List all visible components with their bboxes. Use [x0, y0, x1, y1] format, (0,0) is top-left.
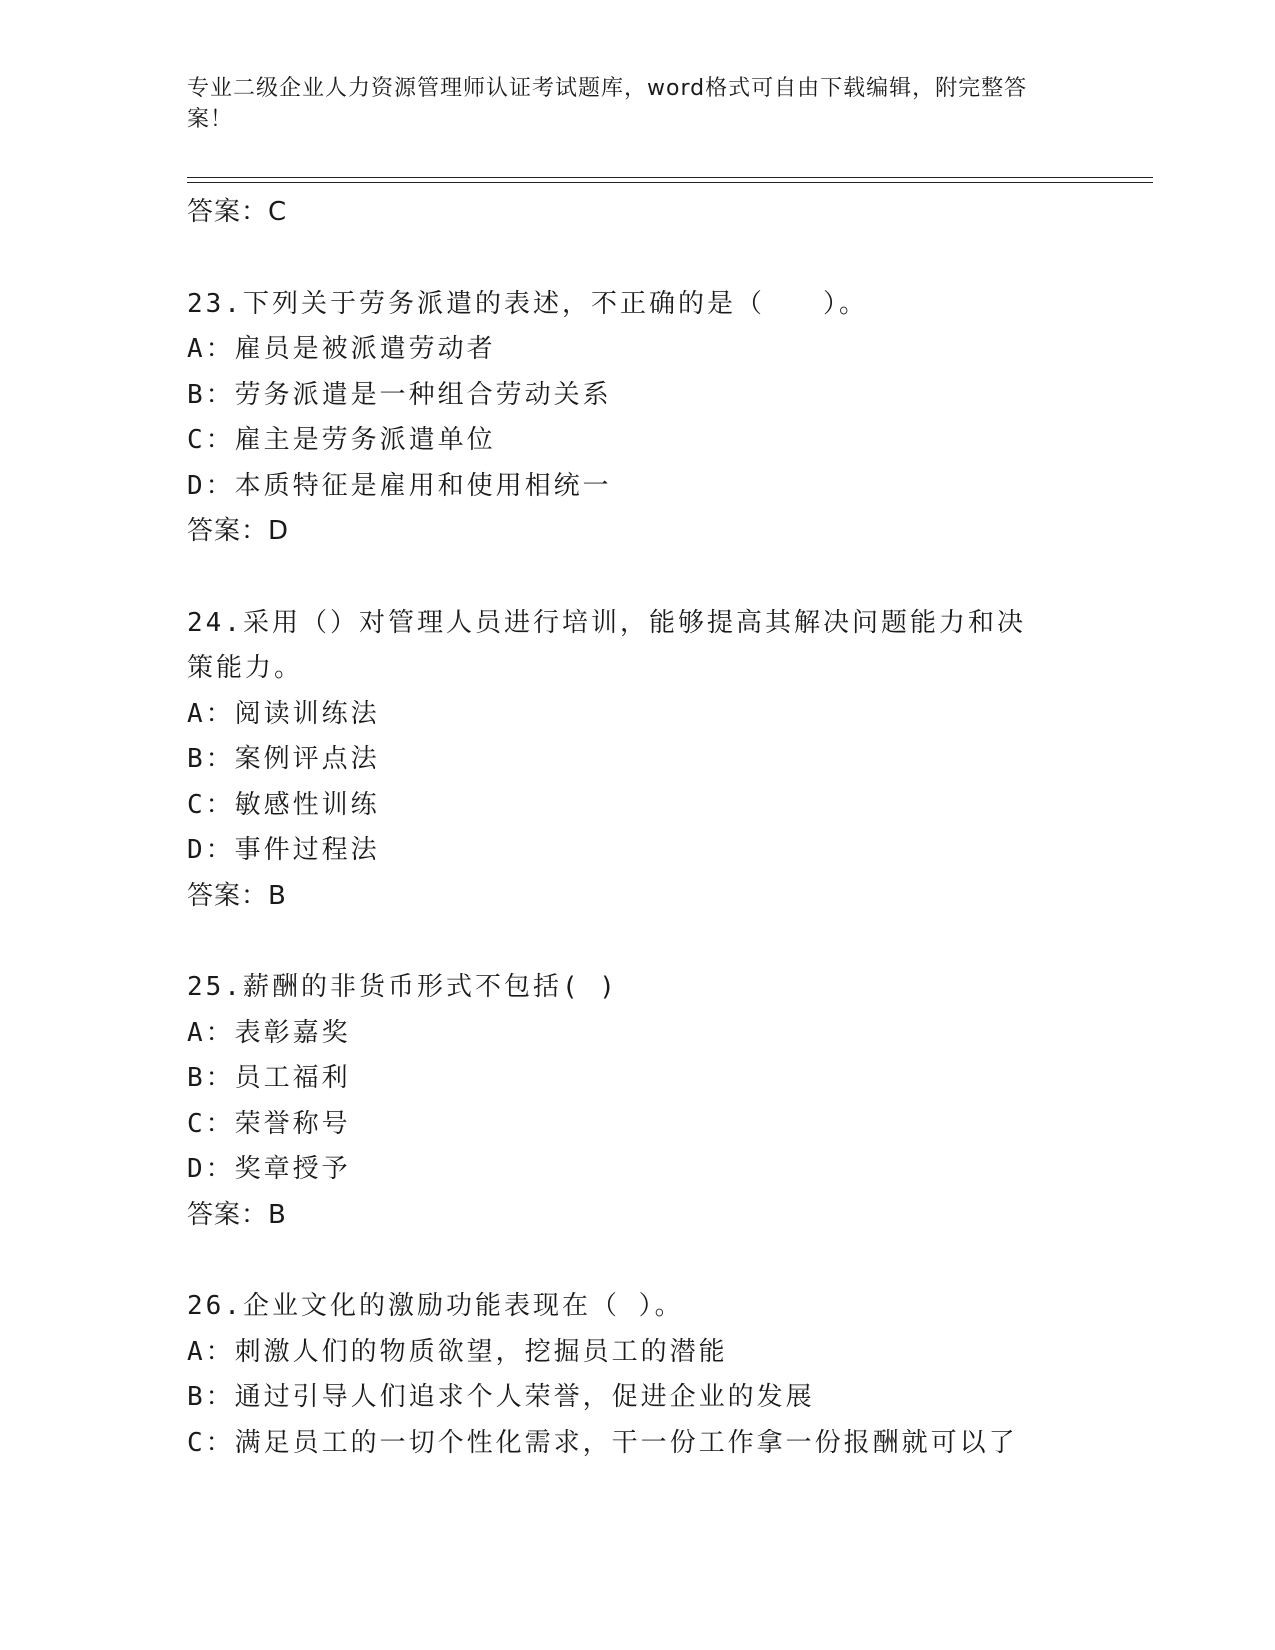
answer-line: 答案：B	[187, 1199, 287, 1230]
answer-line: 答案：C	[187, 197, 288, 227]
answer-line: 答案：D	[187, 516, 290, 546]
option-b: B：劳务派遣是一种组合劳动关系	[187, 379, 612, 410]
question-block	[187, 965, 1087, 1238]
header-rule-top	[187, 177, 1153, 178]
option-d: D：事件过程法	[187, 835, 380, 865]
option-d: D：奖章授予	[187, 1154, 351, 1184]
question-block	[187, 282, 1087, 555]
question-stem: 24.采用（）对管理人员进行培训，能够提高其解决问题能力和决策能力。	[187, 607, 1026, 683]
question-block	[187, 601, 1087, 920]
question-stem: 25.薪酬的非货币形式不包括( )	[187, 972, 618, 1002]
option-a: A：阅读训练法	[187, 698, 380, 729]
option-c: C：雇主是劳务派遣单位	[187, 425, 496, 455]
option-a: A：刺激人们的物质欲望，挖掘员工的潜能	[187, 1336, 728, 1367]
option-c: C：敏感性训练	[187, 789, 380, 820]
header-rule-bottom	[187, 182, 1153, 183]
option-b: B：员工福利	[187, 1063, 351, 1093]
option-b: B：通过引导人们追求个人荣誉，促进企业的发展	[187, 1382, 815, 1412]
question-list	[187, 190, 1087, 1466]
option-d: D：本质特征是雇用和使用相统一	[187, 470, 612, 501]
question-block	[187, 1284, 1087, 1466]
option-c: C：荣誉称号	[187, 1108, 351, 1139]
option-a: A：雇员是被派遣劳动者	[187, 334, 496, 364]
question-stem: 23.下列关于劳务派遣的表述，不正确的是（ ）。	[187, 288, 868, 319]
option-a: A：表彰嘉奖	[187, 1017, 351, 1048]
option-c: C：满足员工的一切个性化需求，干一份工作拿一份报酬就可以了	[187, 1427, 1018, 1458]
question-stem: 26.企业文化的激励功能表现在（ ）。	[187, 1291, 684, 1321]
option-b: B：案例评点法	[187, 744, 380, 774]
document-header: 专业二级企业人力资源管理师认证考试题库，word格式可自由下载编辑，附完整答案！	[187, 76, 1028, 132]
answer-line: 答案：B	[187, 880, 287, 911]
